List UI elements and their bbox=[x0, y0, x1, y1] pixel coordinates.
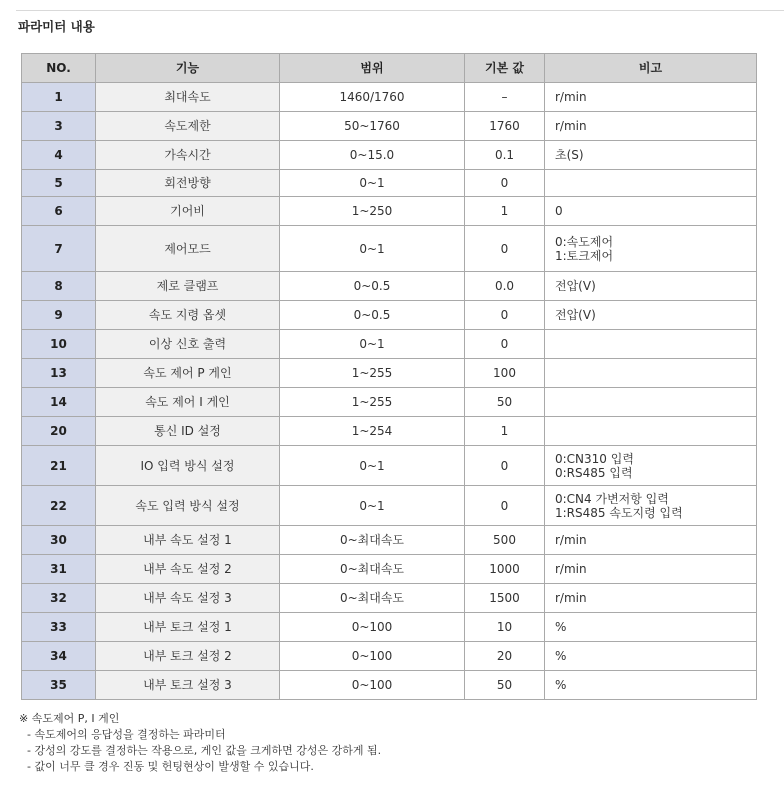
cell-no: 14 bbox=[22, 388, 96, 417]
note-text: 0:속도제어 bbox=[555, 234, 614, 249]
cell-no: 31 bbox=[22, 555, 96, 584]
table-row bbox=[22, 141, 757, 170]
cell-no: 3 bbox=[22, 112, 96, 141]
cell-range: 0~1 bbox=[280, 170, 465, 197]
cell-no: 20 bbox=[22, 417, 96, 446]
cell-default: 0 bbox=[465, 226, 545, 272]
header-note: 비고 bbox=[545, 54, 757, 83]
note-line: - 값이 너무 클 경우 진동 및 헌팅현상이 발생할 수 있습니다. bbox=[27, 760, 314, 773]
cell-range: 0~최대속도 bbox=[280, 526, 465, 555]
cell-default: 50 bbox=[465, 388, 545, 417]
note-text: 1:RS485 속도지령 입력 bbox=[555, 505, 683, 520]
table-row bbox=[22, 584, 757, 613]
cell-range: 50~1760 bbox=[280, 112, 465, 141]
cell-default: 50 bbox=[465, 671, 545, 700]
table-row bbox=[22, 486, 757, 526]
header-no: NO. bbox=[22, 54, 96, 83]
cell-note bbox=[545, 197, 757, 226]
cell-function: 최대속도 bbox=[96, 83, 280, 112]
cell-range: 1~250 bbox=[280, 197, 465, 226]
cell-function: 통신 ID 설정 bbox=[96, 417, 280, 446]
cell-no: 30 bbox=[22, 526, 96, 555]
note-text: r/min bbox=[555, 533, 587, 547]
note-text: r/min bbox=[555, 90, 587, 104]
table-row bbox=[22, 272, 757, 301]
cell-note bbox=[545, 417, 757, 446]
cell-function: 내부 토크 설정 3 bbox=[96, 671, 280, 700]
cell-range: 0~0.5 bbox=[280, 272, 465, 301]
note-text: r/min bbox=[555, 119, 587, 133]
table-row bbox=[22, 197, 757, 226]
cell-range: 0~최대속도 bbox=[280, 584, 465, 613]
cell-function: 내부 속도 설정 2 bbox=[96, 555, 280, 584]
cell-no: 1 bbox=[22, 83, 96, 112]
cell-note bbox=[545, 226, 757, 272]
header-range: 범위 bbox=[280, 54, 465, 83]
cell-no: 13 bbox=[22, 359, 96, 388]
cell-default: 0 bbox=[465, 170, 545, 197]
cell-no: 9 bbox=[22, 301, 96, 330]
note-text: r/min bbox=[555, 591, 587, 605]
cell-range: 0~최대속도 bbox=[280, 555, 465, 584]
cell-default: 0 bbox=[465, 446, 545, 486]
cell-function: 속도 입력 방식 설정 bbox=[96, 486, 280, 526]
cell-note bbox=[545, 613, 757, 642]
cell-no: 8 bbox=[22, 272, 96, 301]
cell-no: 34 bbox=[22, 642, 96, 671]
section-title: 파라미터 내용 bbox=[18, 19, 95, 34]
cell-default: – bbox=[465, 83, 545, 112]
cell-note bbox=[545, 388, 757, 417]
table-row bbox=[22, 613, 757, 642]
cell-no: 7 bbox=[22, 226, 96, 272]
note-text: 0:RS485 입력 bbox=[555, 465, 633, 480]
note-text: 0 bbox=[555, 204, 563, 218]
cell-default: 0.1 bbox=[465, 141, 545, 170]
cell-default: 500 bbox=[465, 526, 545, 555]
cell-no: 35 bbox=[22, 671, 96, 700]
cell-range: 0~15.0 bbox=[280, 141, 465, 170]
cell-range: 1460/1760 bbox=[280, 83, 465, 112]
cell-default: 0 bbox=[465, 486, 545, 526]
table-row bbox=[22, 388, 757, 417]
cell-function: 내부 속도 설정 1 bbox=[96, 526, 280, 555]
cell-function: 제로 클램프 bbox=[96, 272, 280, 301]
cell-function: 내부 토크 설정 2 bbox=[96, 642, 280, 671]
cell-range: 0~1 bbox=[280, 446, 465, 486]
cell-function: 이상 신호 출력 bbox=[96, 330, 280, 359]
table-row bbox=[22, 642, 757, 671]
cell-function: IO 입력 방식 설정 bbox=[96, 446, 280, 486]
cell-function: 내부 토크 설정 1 bbox=[96, 613, 280, 642]
note-text: 0:CN4 가변저항 입력 bbox=[555, 491, 669, 506]
table-header-row bbox=[22, 54, 757, 83]
cell-note bbox=[545, 83, 757, 112]
cell-note bbox=[545, 584, 757, 613]
note-text: 전압(V) bbox=[555, 279, 596, 293]
table-row bbox=[22, 301, 757, 330]
cell-note bbox=[545, 486, 757, 526]
note-text: % bbox=[555, 678, 567, 692]
note-line: - 속도제어의 응답성을 결정하는 파라미터 bbox=[27, 728, 226, 741]
cell-default: 1500 bbox=[465, 584, 545, 613]
cell-default: 10 bbox=[465, 613, 545, 642]
cell-default: 1 bbox=[465, 417, 545, 446]
cell-function: 회전방향 bbox=[96, 170, 280, 197]
cell-range: 1~255 bbox=[280, 388, 465, 417]
note-text: 0:CN310 입력 bbox=[555, 451, 634, 466]
cell-no: 32 bbox=[22, 584, 96, 613]
cell-no: 33 bbox=[22, 613, 96, 642]
table-row bbox=[22, 112, 757, 141]
cell-function: 기어비 bbox=[96, 197, 280, 226]
cell-function: 속도 제어 I 게인 bbox=[96, 388, 280, 417]
table-row bbox=[22, 330, 757, 359]
cell-function: 내부 속도 설정 3 bbox=[96, 584, 280, 613]
cell-range: 0~100 bbox=[280, 671, 465, 700]
cell-function: 속도 지령 옵셋 bbox=[96, 301, 280, 330]
table-row bbox=[22, 417, 757, 446]
cell-note bbox=[545, 671, 757, 700]
table-body bbox=[22, 83, 757, 700]
table-row bbox=[22, 83, 757, 112]
cell-note bbox=[545, 555, 757, 584]
table-row bbox=[22, 555, 757, 584]
cell-function: 제어모드 bbox=[96, 226, 280, 272]
cell-note bbox=[545, 141, 757, 170]
cell-note bbox=[545, 112, 757, 141]
table-row bbox=[22, 359, 757, 388]
cell-function: 속도제한 bbox=[96, 112, 280, 141]
cell-default: 0.0 bbox=[465, 272, 545, 301]
note-text: % bbox=[555, 620, 567, 634]
table-row bbox=[22, 170, 757, 197]
cell-note bbox=[545, 170, 757, 197]
note-line: - 강성의 강도를 결정하는 작용으로, 게인 값을 크게하면 강성은 강하게 됨. bbox=[27, 744, 382, 757]
table-row bbox=[22, 671, 757, 700]
table-row bbox=[22, 226, 757, 272]
cell-range: 0~100 bbox=[280, 642, 465, 671]
cell-no: 21 bbox=[22, 446, 96, 486]
cell-default: 20 bbox=[465, 642, 545, 671]
cell-range: 1~254 bbox=[280, 417, 465, 446]
cell-default: 1760 bbox=[465, 112, 545, 141]
cell-no: 10 bbox=[22, 330, 96, 359]
notes-heading: ※ 속도제어 P, I 게인 bbox=[19, 712, 120, 725]
cell-default: 100 bbox=[465, 359, 545, 388]
notes-block bbox=[19, 711, 381, 775]
cell-function: 속도 제어 P 게인 bbox=[96, 359, 280, 388]
cell-note bbox=[545, 272, 757, 301]
cell-default: 0 bbox=[465, 330, 545, 359]
cell-default: 1000 bbox=[465, 555, 545, 584]
cell-range: 0~100 bbox=[280, 613, 465, 642]
note-text: % bbox=[555, 649, 567, 663]
cell-no: 6 bbox=[22, 197, 96, 226]
top-divider bbox=[16, 10, 784, 11]
cell-no: 22 bbox=[22, 486, 96, 526]
cell-range: 0~0.5 bbox=[280, 301, 465, 330]
cell-note bbox=[545, 330, 757, 359]
header-default: 기본 값 bbox=[465, 54, 545, 83]
cell-default: 0 bbox=[465, 301, 545, 330]
cell-function: 가속시간 bbox=[96, 141, 280, 170]
table-row bbox=[22, 446, 757, 486]
cell-default: 1 bbox=[465, 197, 545, 226]
cell-note bbox=[545, 359, 757, 388]
header-function: 기능 bbox=[96, 54, 280, 83]
note-text: 1:토크제어 bbox=[555, 248, 614, 263]
note-text: 전압(V) bbox=[555, 308, 596, 322]
cell-note bbox=[545, 301, 757, 330]
note-text: 초(S) bbox=[555, 148, 584, 162]
cell-range: 1~255 bbox=[280, 359, 465, 388]
cell-note bbox=[545, 526, 757, 555]
cell-range: 0~1 bbox=[280, 330, 465, 359]
cell-note bbox=[545, 446, 757, 486]
cell-range: 0~1 bbox=[280, 486, 465, 526]
parameter-table bbox=[21, 53, 757, 700]
cell-no: 4 bbox=[22, 141, 96, 170]
cell-no: 5 bbox=[22, 170, 96, 197]
note-text: r/min bbox=[555, 562, 587, 576]
cell-range: 0~1 bbox=[280, 226, 465, 272]
cell-note bbox=[545, 642, 757, 671]
table-row bbox=[22, 526, 757, 555]
